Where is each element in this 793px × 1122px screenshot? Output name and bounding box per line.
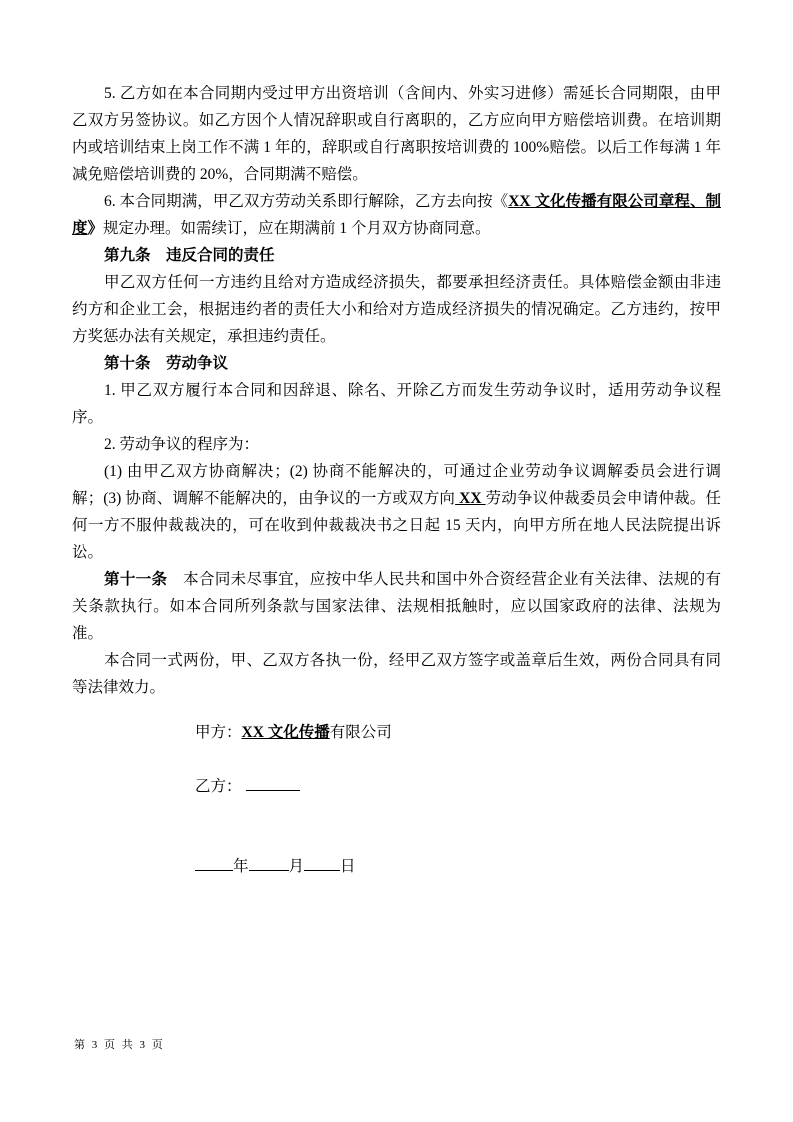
clause-5-text: 5. 乙方如在本合同期内受过甲方出资培训（含间内、外实习进修）需延长合同期限，由甲乙双方另签协议。如乙方因个人情况辞职或自行离职的，乙方应向甲方赔偿培训费。在培训期内或培训结束上岗工作不满 1 年的，辞职或自行离职按培训费的 100%赔偿。以后工作每满 1 年减免赔偿培训费的 20%，合同期满不赔偿。 xyxy=(72,85,721,183)
day-label: 日 xyxy=(340,858,356,875)
article-9-body xyxy=(72,269,721,350)
party-a-label: 甲方： xyxy=(195,724,242,741)
article-9-heading: 第九条 违反合同的责任 xyxy=(104,247,275,264)
party-a-company-name: XX 文化传播 xyxy=(241,724,330,741)
day-blank xyxy=(304,855,340,871)
clause-6-company-doc-name: XX 文化传播有限公司章程、制度 xyxy=(72,193,721,237)
article-10-procedure-post: 劳动争议仲裁委员会申请仲裁。任何一方不服仲裁裁决的，可在收到仲裁裁决书之日起 15 天内，向甲方所在地人民法院提出诉讼。 xyxy=(72,490,721,561)
article-10-heading: 第十条 劳动争议 xyxy=(104,355,229,372)
date-line xyxy=(163,853,721,880)
article-10-item-1 xyxy=(72,377,721,431)
article-10-item-2-text: 2. 劳动争议的程序为： xyxy=(104,436,260,453)
clause-5-paragraph xyxy=(72,80,721,188)
clause-6-post: 规定办理。如需续订，应在期满前 1 个月双方协商同意。 xyxy=(103,220,491,237)
article-10-arbitration-committee-blank: XX xyxy=(455,490,486,507)
article-11-paragraph xyxy=(72,566,721,647)
article-10-item-1-text: 1. 甲乙双方履行本合同和因辞退、除名、开除乙方而发生劳动争议时，适用劳动争议程序。 xyxy=(72,382,721,426)
year-label: 年 xyxy=(233,858,249,875)
closing-text: 本合同一式两份，甲、乙双方各执一份，经甲乙双方签字或盖章后生效，两份合同具有同等法律效力。 xyxy=(72,652,721,696)
clause-6-pre: 6. 本合同期满，甲乙双方劳动关系即行解除，乙方去向按《 xyxy=(104,193,509,210)
article-10-item-2 xyxy=(72,431,721,458)
clause-6-paragraph xyxy=(72,188,721,242)
signature-block xyxy=(163,719,721,880)
year-blank xyxy=(195,855,233,871)
closing-paragraph xyxy=(72,647,721,701)
article-9-text: 甲乙双方任何一方违约且给对方造成经济损失，都要承担经济责任。具体赔偿金额由非违约方和企业工会，根据违约者的责任大小和给对方造成经济损失的情况确定。乙方违约，按甲方奖惩办法有关规定，承担违约责任。 xyxy=(72,274,721,345)
article-11-text: 本合同未尽事宜，应按中华人民共和国中外合资经营企业有关法律、法规的有关条款执行。如本合同所列条款与国家法律、法规相抵触时，应以国家政府的法律、法规为准。 xyxy=(72,571,721,642)
party-b-signature-line xyxy=(163,773,721,800)
party-b-label: 乙方： xyxy=(195,778,242,795)
article-10-procedure-paragraph xyxy=(72,458,721,566)
party-a-company-suffix: 有限公司 xyxy=(329,724,392,741)
document-body xyxy=(72,80,721,880)
page-number-footer: 第 3 页 共 3 页 xyxy=(74,1039,165,1051)
article-11-number: 第十一条 xyxy=(104,571,168,588)
month-blank xyxy=(249,855,289,871)
clause-6-closing-bracket: 》 xyxy=(87,220,104,237)
party-b-signature-blank xyxy=(246,775,300,791)
month-label: 月 xyxy=(288,858,305,875)
party-a-signature-line xyxy=(163,719,721,746)
article-10-procedure-pre: (1) 由甲乙双方协商解决；(2) 协商不能解决的，可通过企业劳动争议调解委员会进行调解；(3) 协商、调解不能解决的，由争议的一方或双方向 xyxy=(72,463,721,507)
